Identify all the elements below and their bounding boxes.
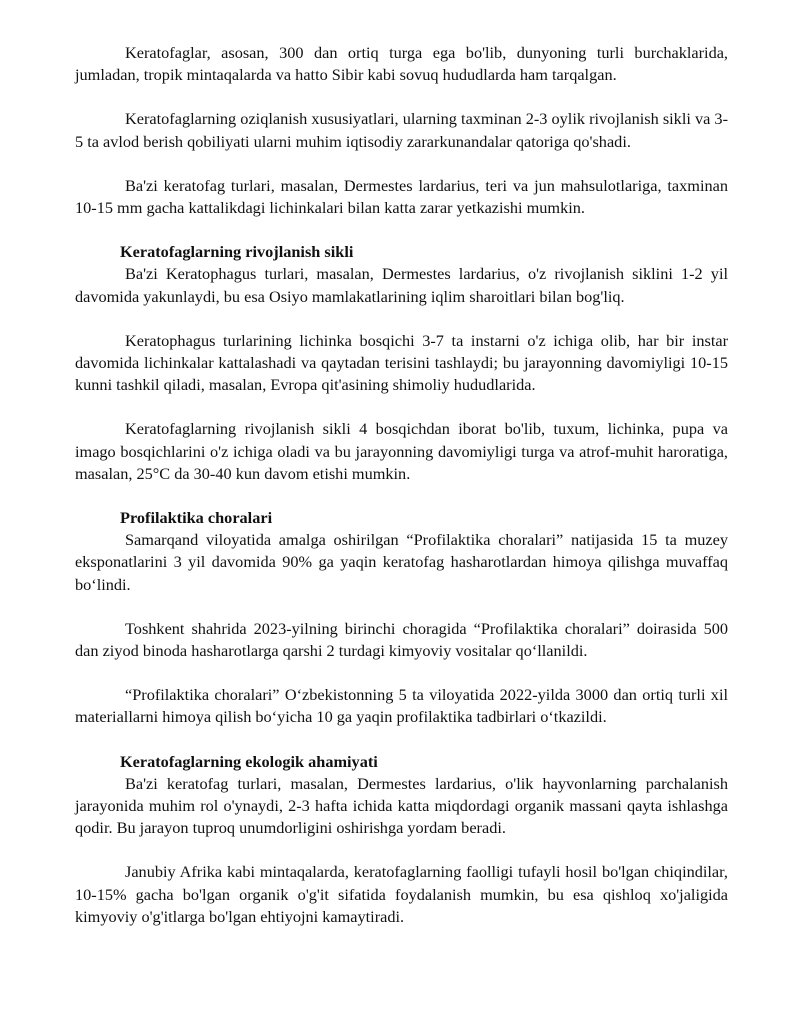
paragraph: Keratofaglar, asosan, 300 dan ortiq turga ega bo'lib, dunyoning turli burchaklarida, jumladan, tropik mintaqalarda va hatto Sibir kabi sovuq hududlarda ham tarqalgan. (75, 43, 728, 85)
paragraph: “Profilaktika choralari” O‘zbekistonning 5 ta viloyatida 2022-yilda 3000 dan ortiq turli xil materiallarni himoya qilish bo‘yicha 10 ga yaqin profilaktika tadbirlari o‘tkazildi. (75, 685, 728, 727)
spacer (75, 153, 728, 175)
spacer (75, 485, 728, 507)
paragraph: Samarqand viloyatida amalga oshirilgan “Profilaktika choralari” natijasida 15 ta muzey eksponatlarini 3 yil davomida 90% ga yaqin keratofag hasharotlardan himoya qilishga muvaffaq bo‘lindi. (75, 530, 728, 594)
spacer (75, 839, 728, 861)
spacer (75, 219, 728, 241)
paragraph: Janubiy Afrika kabi mintaqalarda, keratofaglarning faolligi tufayli hosil bo'lgan chiqindilar, 10-15% gacha bo'lgan organik o'g'it sifatida foydalanish mumkin, bu esa qishloq xo'jaligida kimyoviy o'g'itlarga bo'lgan ehtiyojni kamaytiradi. (75, 862, 728, 926)
spacer (75, 729, 728, 751)
paragraph: Toshkent shahrida 2023-yilning birinchi choragida “Profilaktika choralari” doirasida 500 dan ziyod binoda hasharotlarga qarshi 2 turdagi kimyoviy vositalar qo‘llanildi. (75, 618, 728, 661)
paragraph: Keratofaglarning rivojlanish sikli 4 bosqichdan iborat bo'lib, tuxum, lichinka, pupa va imago bosqichlarini o'z ichiga oladi va bu jarayonning davomiyligi turga va atrof-muhit haroratiga, masalan, 25°C da 30-40 kun davom etishi mumkin. (75, 419, 728, 483)
spacer (75, 662, 728, 684)
paragraph: Keratophagus turlarining lichinka bosqichi 3-7 ta instarni o'z ichiga olib, har bir instar davomida lichinkalar kattalashadi va qaytadan terisini tashlaydi; bu jarayonning davomiyligi 10-15 kunni tashkil qiladi, masalan, Evropa qit'asining shimoliy hududlarida. (75, 330, 728, 395)
section-heading: Keratofaglarning ekologik ahamiyati (120, 751, 378, 771)
spacer (75, 86, 728, 108)
paragraph: Ba'zi Keratophagus turlari, masalan, Dermestes lardarius, o'z rivojlanish siklini 1-2 yil davomida yakunlaydi, bu esa Osiyo mamlakatlarining iqlim sharoitlari bilan bog'liq. (75, 264, 728, 306)
section-heading: Keratofaglarning rivojlanish sikli (120, 242, 354, 262)
paragraph: Keratofaglarning oziqlanish xususiyatlari, ularning taxminan 2-3 oylik rivojlanish sikli va 3-5 ta avlod berish qobiliyati ularni muhim iqtisodiy zararkunandalar qatoriga qo'shadi. (75, 109, 728, 151)
paragraph: Ba'zi keratofag turlari, masalan, Dermestes lardarius, teri va jun mahsulotlariga, taxminan 10-15 mm gacha kattalikdagi lichinkalari bilan katta zarar yetkazishi mumkin. (75, 175, 728, 218)
spacer (75, 308, 728, 330)
spacer (75, 396, 728, 418)
paragraph: Ba'zi keratofag turlari, masalan, Dermestes lardarius, o'lik hayvonlarning parchalanish jarayonida muhim rol o'ynaydi, 2-3 hafta ichida katta miqdordagi organik massani qayta ishlashga qodir. Bu jarayon tuproq unumdorligini oshirishga yordam beradi. (75, 773, 728, 838)
spacer (75, 596, 728, 618)
section-heading: Profilaktika choralari (120, 508, 273, 528)
